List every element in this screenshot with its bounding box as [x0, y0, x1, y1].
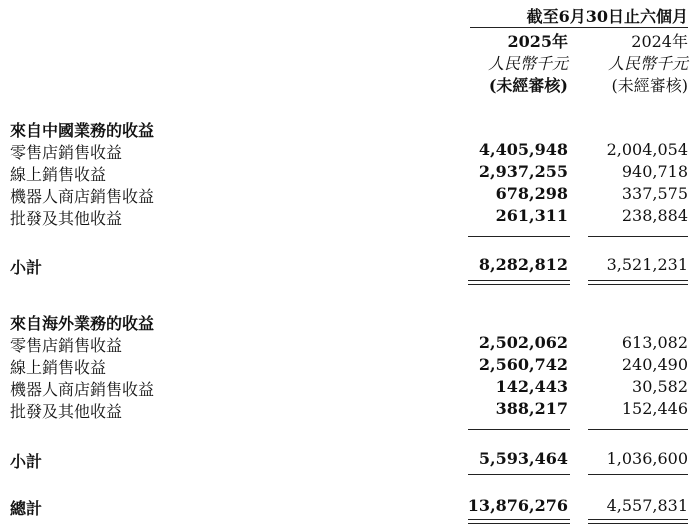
- total-double-rule-bottom-2024: [588, 523, 688, 524]
- double-rule-top-2024: [588, 280, 688, 281]
- total-2025: 13,876,276: [467, 496, 568, 515]
- section-end-rule-2025: [468, 474, 570, 475]
- subtotal-2025: 5,593,464: [478, 449, 568, 468]
- value-2025: 2,937,255: [478, 162, 568, 181]
- subtotal-rule-2024: [588, 429, 688, 430]
- col-2024-unit: 人民幣千元: [607, 54, 688, 73]
- total-label: 總計: [10, 499, 43, 518]
- value-2024: 613,082: [621, 333, 688, 352]
- col-2024-year: 2024年: [631, 32, 688, 51]
- subtotal-label: 小計: [10, 452, 43, 471]
- col-2025-unit: 人民幣千元: [487, 54, 568, 73]
- double-rule-bottom-2024: [588, 284, 688, 285]
- row-label: 批發及其他收益: [10, 402, 123, 421]
- row-label: 零售店銷售收益: [10, 336, 123, 355]
- header-rule: [470, 27, 688, 28]
- value-2025: 2,560,742: [478, 355, 568, 374]
- value-2025: 2,502,062: [478, 333, 568, 352]
- value-2024: 940,718: [621, 162, 688, 181]
- row-label: 零售店銷售收益: [10, 143, 123, 162]
- value-2025: 142,443: [495, 377, 568, 396]
- value-2024: 30,582: [632, 377, 688, 396]
- subtotal-2024: 3,521,231: [606, 255, 688, 274]
- total-2024: 4,557,831: [606, 496, 688, 515]
- value-2024: 238,884: [621, 206, 688, 225]
- col-2025-year: 2025年: [507, 32, 568, 51]
- section-end-rule-2024: [588, 474, 688, 475]
- section-title-overseas: 來自海外業務的收益: [10, 314, 155, 333]
- row-label: 機器人商店銷售收益: [10, 380, 155, 399]
- value-2025: 261,311: [495, 206, 568, 225]
- total-double-rule-top-2024: [588, 519, 688, 520]
- value-2025: 678,298: [495, 184, 568, 203]
- double-rule-top-2025: [468, 280, 570, 281]
- value-2024: 2,004,054: [606, 140, 688, 159]
- subtotal-rule-2025: [468, 429, 570, 430]
- row-label: 線上銷售收益: [10, 165, 107, 184]
- row-label: 批發及其他收益: [10, 209, 123, 228]
- subtotal-label: 小計: [10, 258, 43, 277]
- subtotal-rule-2024: [588, 236, 688, 237]
- col-2025-note: (未經審核): [488, 76, 568, 95]
- subtotal-2025: 8,282,812: [478, 255, 568, 274]
- section-title-china: 來自中國業務的收益: [10, 121, 155, 140]
- subtotal-rule-2025: [468, 236, 570, 237]
- subtotal-2024: 1,036,600: [606, 449, 688, 468]
- total-double-rule-top-2025: [468, 519, 570, 520]
- value-2025: 4,405,948: [478, 140, 568, 159]
- period-header: 截至6月30日止六個月: [526, 7, 688, 26]
- double-rule-bottom-2025: [468, 284, 570, 285]
- value-2024: 337,575: [621, 184, 688, 203]
- value-2024: 152,446: [621, 399, 688, 418]
- row-label: 線上銷售收益: [10, 358, 107, 377]
- value-2024: 240,490: [621, 355, 688, 374]
- col-2024-note: (未經審核): [611, 76, 688, 95]
- value-2025: 388,217: [495, 399, 568, 418]
- row-label: 機器人商店銷售收益: [10, 187, 155, 206]
- total-double-rule-bottom-2025: [468, 523, 570, 524]
